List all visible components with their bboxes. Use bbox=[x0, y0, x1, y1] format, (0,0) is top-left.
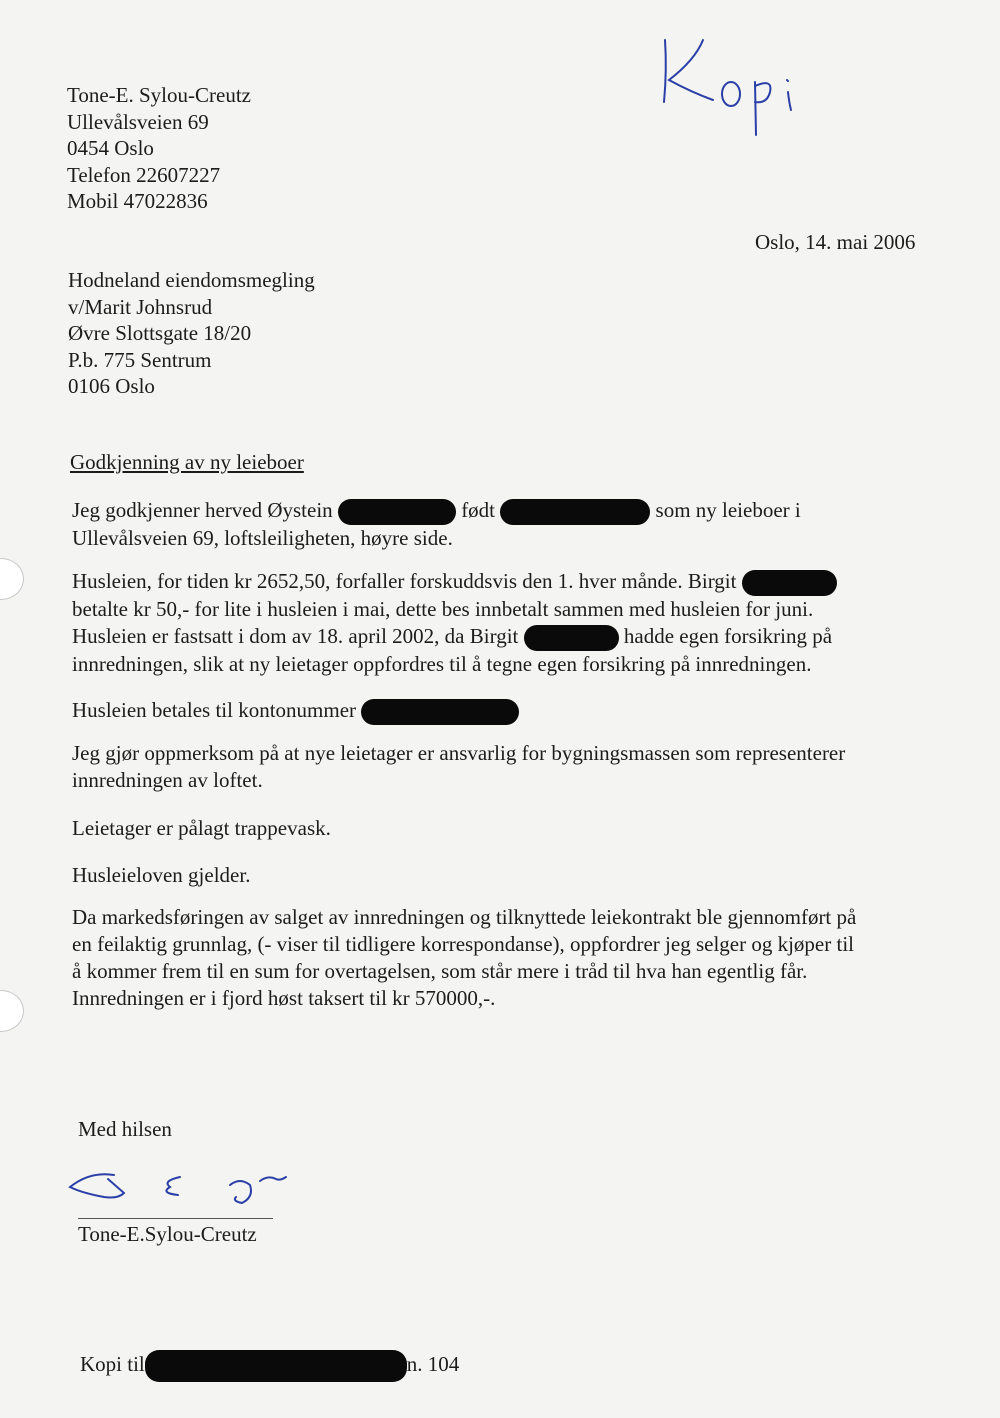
sender-postal: 0454 Oslo bbox=[67, 136, 154, 160]
approval-text-start: Jeg godkjenner herved Øystein bbox=[72, 498, 333, 522]
paragraph-responsibility bbox=[72, 740, 932, 794]
sale-line-2: en feilaktig grunnlag, (- viser til tidligere korrespondanse), oppfordrer jeg selger og kjøper til bbox=[72, 932, 855, 956]
copy-to bbox=[80, 1350, 459, 1382]
paragraph-sale bbox=[72, 904, 932, 1012]
paragraph-law: Husleieloven gjelder. bbox=[72, 863, 251, 887]
punch-hole bbox=[0, 990, 24, 1032]
recipient-postal: 0106 Oslo bbox=[68, 374, 155, 398]
redaction-bar bbox=[742, 570, 837, 596]
sale-line-4: Innredningen er i fjord høst taksert til kr 570000,-. bbox=[72, 986, 496, 1010]
paragraph-account bbox=[72, 697, 932, 725]
paragraph-rent bbox=[72, 568, 932, 678]
redaction-bar bbox=[361, 699, 519, 725]
redaction-bar bbox=[338, 499, 456, 525]
signer-name: Tone-E.Sylou-Creutz bbox=[78, 1222, 257, 1246]
handwritten-kopi bbox=[655, 30, 805, 140]
letter-date: Oslo, 14. mai 2006 bbox=[755, 230, 916, 254]
sale-line-3: å kommer frem til en sum for overtagelsen, som står mere i tråd til hva han egentlig får. bbox=[72, 959, 808, 983]
recipient-address bbox=[68, 267, 315, 400]
sender-address bbox=[67, 82, 251, 215]
paragraph-approval bbox=[72, 497, 932, 552]
closing-greeting: Med hilsen bbox=[78, 1117, 172, 1141]
recipient-pobox: P.b. 775 Sentrum bbox=[68, 347, 212, 372]
recipient-street: Øvre Slottsgate 18/20 bbox=[68, 321, 252, 345]
responsibility-line-2: innredningen av loftet. bbox=[72, 768, 263, 792]
rent-line-4: innredningen, slik at ny leietager oppfordres til å tegne egen forsikring på innredningen. bbox=[72, 652, 812, 677]
recipient-company: Hodneland eiendomsmegling bbox=[68, 268, 315, 292]
rent-line-1: Husleien, for tiden kr 2652,50, forfaller forskuddsvis den 1. hver månde. Birgit bbox=[72, 569, 737, 593]
signature-line bbox=[78, 1218, 273, 1219]
rent-line-3-end: hadde egen forsikring på bbox=[623, 624, 833, 649]
copy-label: Kopi til bbox=[80, 1351, 145, 1376]
rent-line-2: betalte kr 50,- for lite i husleien i mai, dette bes innbetalt sammen med husleien for juni. bbox=[72, 597, 814, 622]
signature bbox=[62, 1163, 302, 1215]
approval-address-line: Ullevålsveien 69, loftsleiligheten, høyre side. bbox=[72, 526, 453, 551]
recipient-attention: v/Marit Johnsrud bbox=[68, 294, 213, 319]
sender-name: Tone-E. Sylou-Creutz bbox=[67, 83, 251, 107]
redaction-bar bbox=[500, 499, 650, 525]
sender-street: Ullevålsveien 69 bbox=[67, 109, 209, 134]
approval-born: født bbox=[461, 498, 496, 522]
sender-mobile: Mobil 47022836 bbox=[67, 189, 208, 213]
paragraph-stairs: Leietager er pålagt trappevask. bbox=[72, 816, 331, 840]
responsibility-line-1: Jeg gjør oppmerksom på at nye leietager er ansvarlig for bygningsmassen som representerer bbox=[72, 741, 846, 765]
rent-line-3-start: Husleien er fastsatt i dom av 18. april 2002, da Birgit bbox=[72, 624, 519, 649]
approval-text-end: som ny leieboer i bbox=[655, 498, 801, 522]
redaction-bar bbox=[145, 1350, 407, 1382]
redaction-bar bbox=[524, 625, 619, 651]
punch-hole bbox=[0, 558, 24, 600]
copy-suffix: n. 104 bbox=[406, 1351, 460, 1376]
subject-line: Godkjenning av ny leieboer bbox=[70, 450, 304, 474]
sale-line-1: Da markedsføringen av salget av innredningen og tilknyttede leiekontrakt ble gjennomført på bbox=[72, 905, 857, 929]
sender-phone: Telefon 22607227 bbox=[67, 162, 221, 187]
account-text: Husleien betales til kontonummer bbox=[72, 698, 357, 722]
